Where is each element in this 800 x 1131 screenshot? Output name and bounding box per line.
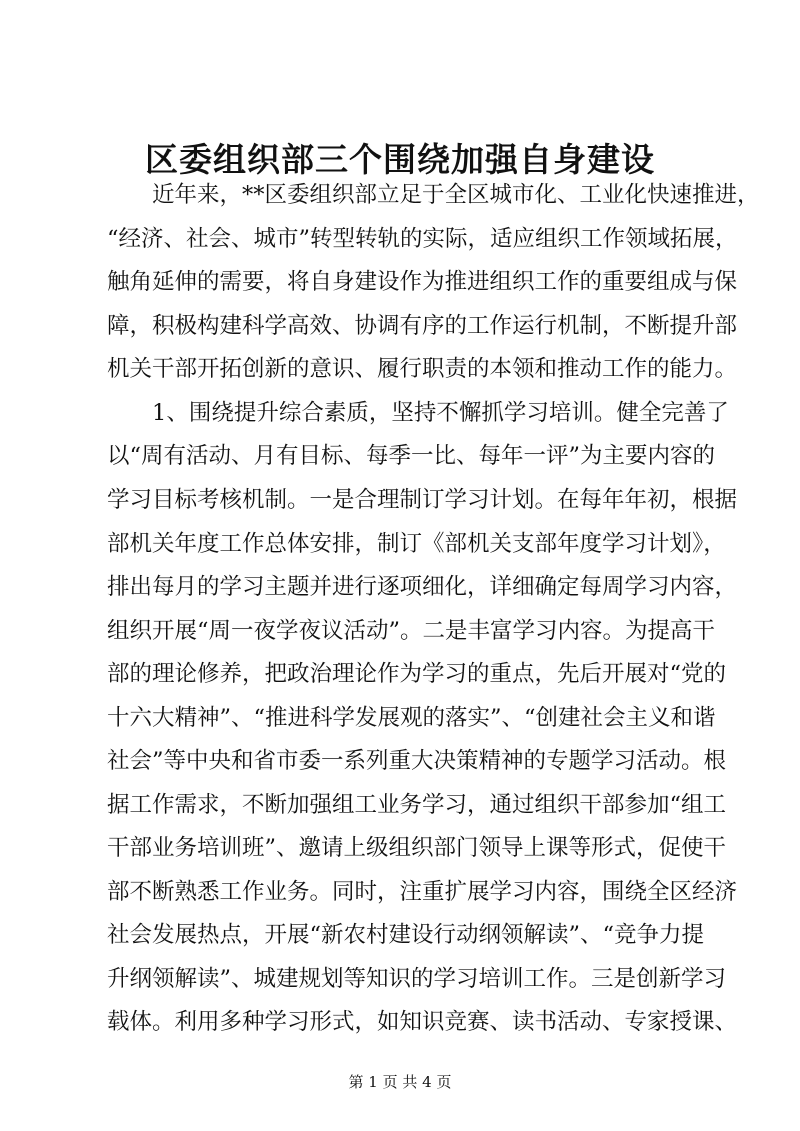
paragraph-2-line-2: 以“周有活动、月有目标、每季一比、每年一评”为主要内容的 (107, 443, 716, 469)
paragraph-1-line-2: “经济、社会、城市”转型转轨的实际，适应组织工作领域拓展， (107, 226, 738, 252)
paragraph-2-line-14: 升纲领解读”、城建规划等知识的学习培训工作。三是创新学习 (107, 966, 727, 992)
paragraph-2-line-8: 十六大精神”、“推进科学发展观的落实”、“创建社会主义和谐 (107, 705, 716, 731)
paragraph-2-line-1: 1、围绕提升综合素质，坚持不懈抓学习培训。健全完善了 (107, 400, 729, 426)
paragraph-2-line-9: 社会”等中央和省市委一系列重大决策精神的专题学习活动。根 (107, 748, 727, 774)
paragraph-2-line-15: 载体。利用多种学习形式，如知识竞赛、读书活动、专家授课、 (107, 1009, 738, 1035)
paragraph-2-line-3: 学习目标考核机制。一是合理制订学习计划。在每年年初，根据 (107, 487, 738, 513)
document-title: 区委组织部三个围绕加强自身建设 (145, 140, 655, 179)
paragraph-2-line-5: 排出每月的学习主题并进行逐项细化，详细确定每周学习内容， (107, 574, 738, 600)
paragraph-2-line-10: 据工作需求，不断加强组工业务学习，通过组织干部参加“组工 (107, 792, 727, 818)
paragraph-1-line-4: 障，积极构建科学高效、协调有序的工作运行机制，不断提升部 (107, 313, 738, 339)
paragraph-2-line-12: 部不断熟悉工作业务。同时，注重扩展学习内容，围绕全区经济 (107, 879, 738, 905)
paragraph-1-line-5: 机关干部开拓创新的意识、履行职责的本领和推动工作的能力。 (107, 356, 738, 382)
paragraph-2-line-4: 部机关年度工作总体安排，制订《部机关支部年度学习计划》， (107, 531, 726, 557)
paragraph-2-line-6: 组织开展“周一夜学夜议活动”。二是丰富学习内容。为提高干 (107, 618, 716, 644)
paragraph-1-line-3: 触角延伸的需要，将自身建设作为推进组织工作的重要组成与保 (107, 269, 738, 295)
paragraph-2-line-13: 社会发展热点，开展“新农村建设行动纲领解读”、“竞争力提 (107, 922, 705, 948)
paragraph-2-line-11: 干部业务培训班”、邀请上级组织部门领导上课等形式，促使干 (107, 835, 727, 861)
paragraph-1-line-1: 近年来，**区委组织部立足于全区城市化、工业化快速推进， (107, 182, 760, 208)
page-number-footer: 第 1 页 共 4 页 (348, 1073, 452, 1091)
paragraph-2-line-7: 部的理论修养，把政治理论作为学习的重点，先后开展对“党的 (107, 661, 727, 687)
